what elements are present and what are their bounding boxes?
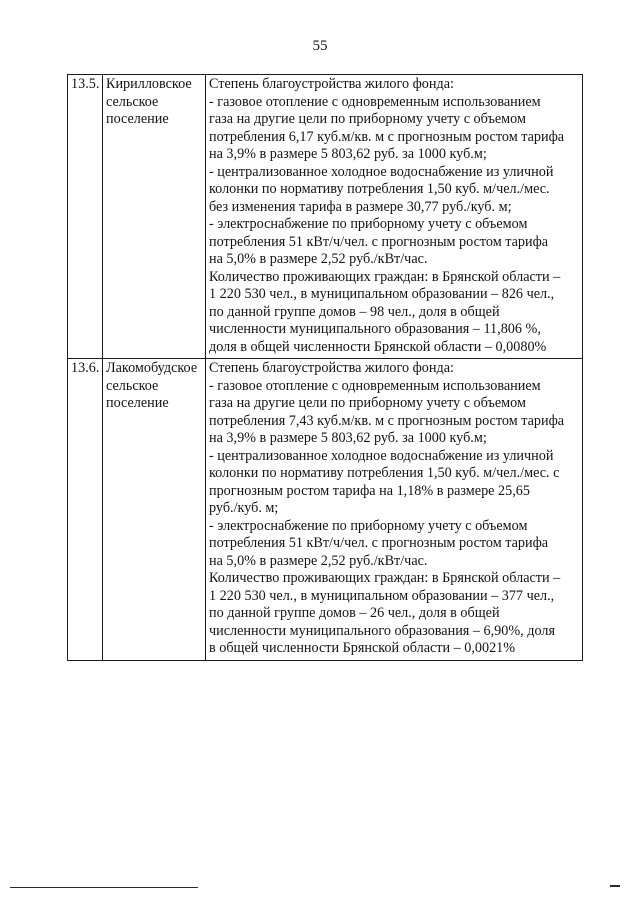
description-line: Степень благоустройства жилого фонда:	[209, 76, 454, 92]
description-line: - централизованное холодное водоснабжение из уличной	[209, 163, 554, 180]
settlement-name-line: сельское	[106, 377, 159, 394]
description-line: по данной группе домов – 26 чел., доля в общей	[209, 605, 500, 621]
tariff-table	[67, 74, 583, 661]
description-line: прогнозным ростом тарифа на 1,18% в размере 25,65	[209, 482, 530, 499]
settlement-name-cell	[103, 359, 206, 661]
description-line: - газовое отопление с одновременным использованием	[209, 93, 541, 110]
description-line: потребления 6,17 куб.м/кв. м с прогнозным ростом тарифа	[209, 128, 565, 145]
description-line: потребления 51 кВт/ч/чел. с прогнозным ростом тарифа	[209, 535, 549, 551]
description-line: на 3,9% в размере 5 803,62 руб. за 1000 куб.м;	[209, 146, 487, 162]
row-number-cell	[68, 359, 103, 661]
settlement-name-line: сельское	[106, 93, 159, 110]
row-number: 13.6.	[71, 360, 100, 376]
description-line: численности муниципального образования – 6,90%, доля	[209, 622, 555, 639]
description-line: потребления 7,43 куб.м/кв. м с прогнозным ростом тарифа	[209, 412, 565, 429]
description-line: колонки по нормативу потребления 1,50 куб. м/чел./мес. с	[209, 465, 560, 481]
description-line: на 5,0% в размере 2,52 руб./кВт/час.	[209, 251, 428, 267]
description-line: руб./куб. м;	[209, 500, 279, 516]
settlement-name-line: поселение	[106, 111, 169, 127]
description-line: Количество проживающих граждан: в Брянской области –	[209, 570, 561, 586]
description-line: газа на другие цели по приборному учету с объемом	[209, 111, 526, 127]
table-row	[68, 75, 583, 359]
description-line: - централизованное холодное водоснабжение из уличной	[209, 447, 554, 464]
settlement-name-line: Кирилловское	[106, 76, 192, 92]
description-line: - газовое отопление с одновременным использованием	[209, 377, 541, 394]
description-line: доля в общей численности Брянской области – 0,0080%	[209, 338, 547, 355]
description-cell	[206, 75, 583, 359]
description-line: 1 220 530 чел., в муниципальном образовании – 826 чел.,	[209, 286, 555, 302]
description-line: газа на другие цели по приборному учету с объемом	[209, 395, 526, 411]
settlement-name-line: Лакомобудское	[106, 360, 198, 376]
description-line: 1 220 530 чел., в муниципальном образовании – 377 чел.,	[209, 587, 555, 604]
description-line: - электроснабжение по приборному учету с объемом	[209, 517, 528, 534]
description-line: на 3,9% в размере 5 803,62 руб. за 1000 куб.м;	[209, 430, 487, 446]
description-line: без изменения тарифа в размере 30,77 руб./куб. м;	[209, 198, 512, 215]
description-line: - электроснабжение по приборному учету с объемом	[209, 216, 528, 232]
description-line: Степень благоустройства жилого фонда:	[209, 360, 454, 376]
settlement-name-line: поселение	[106, 395, 169, 411]
page-number: 55	[312, 38, 328, 54]
description-cell	[206, 359, 583, 661]
scan-mark	[610, 885, 620, 887]
description-line: в общей численности Брянской области – 0,0021%	[209, 640, 516, 656]
row-number-cell	[68, 75, 103, 359]
bottom-rule	[10, 887, 198, 888]
settlement-name-cell	[103, 75, 206, 359]
description-line: Количество проживающих граждан: в Брянской области –	[209, 268, 561, 285]
description-line: численности муниципального образования – 11,806 %,	[209, 321, 541, 337]
description-line: на 5,0% в размере 2,52 руб./кВт/час.	[209, 552, 428, 569]
description-line: потребления 51 кВт/ч/чел. с прогнозным ростом тарифа	[209, 233, 549, 250]
row-number: 13.5.	[71, 76, 100, 92]
description-line: по данной группе домов – 98 чел., доля в общей	[209, 303, 500, 320]
table-body	[68, 75, 583, 661]
description-line: колонки по нормативу потребления 1,50 куб. м/чел./мес.	[209, 181, 550, 197]
table-row	[68, 359, 583, 661]
